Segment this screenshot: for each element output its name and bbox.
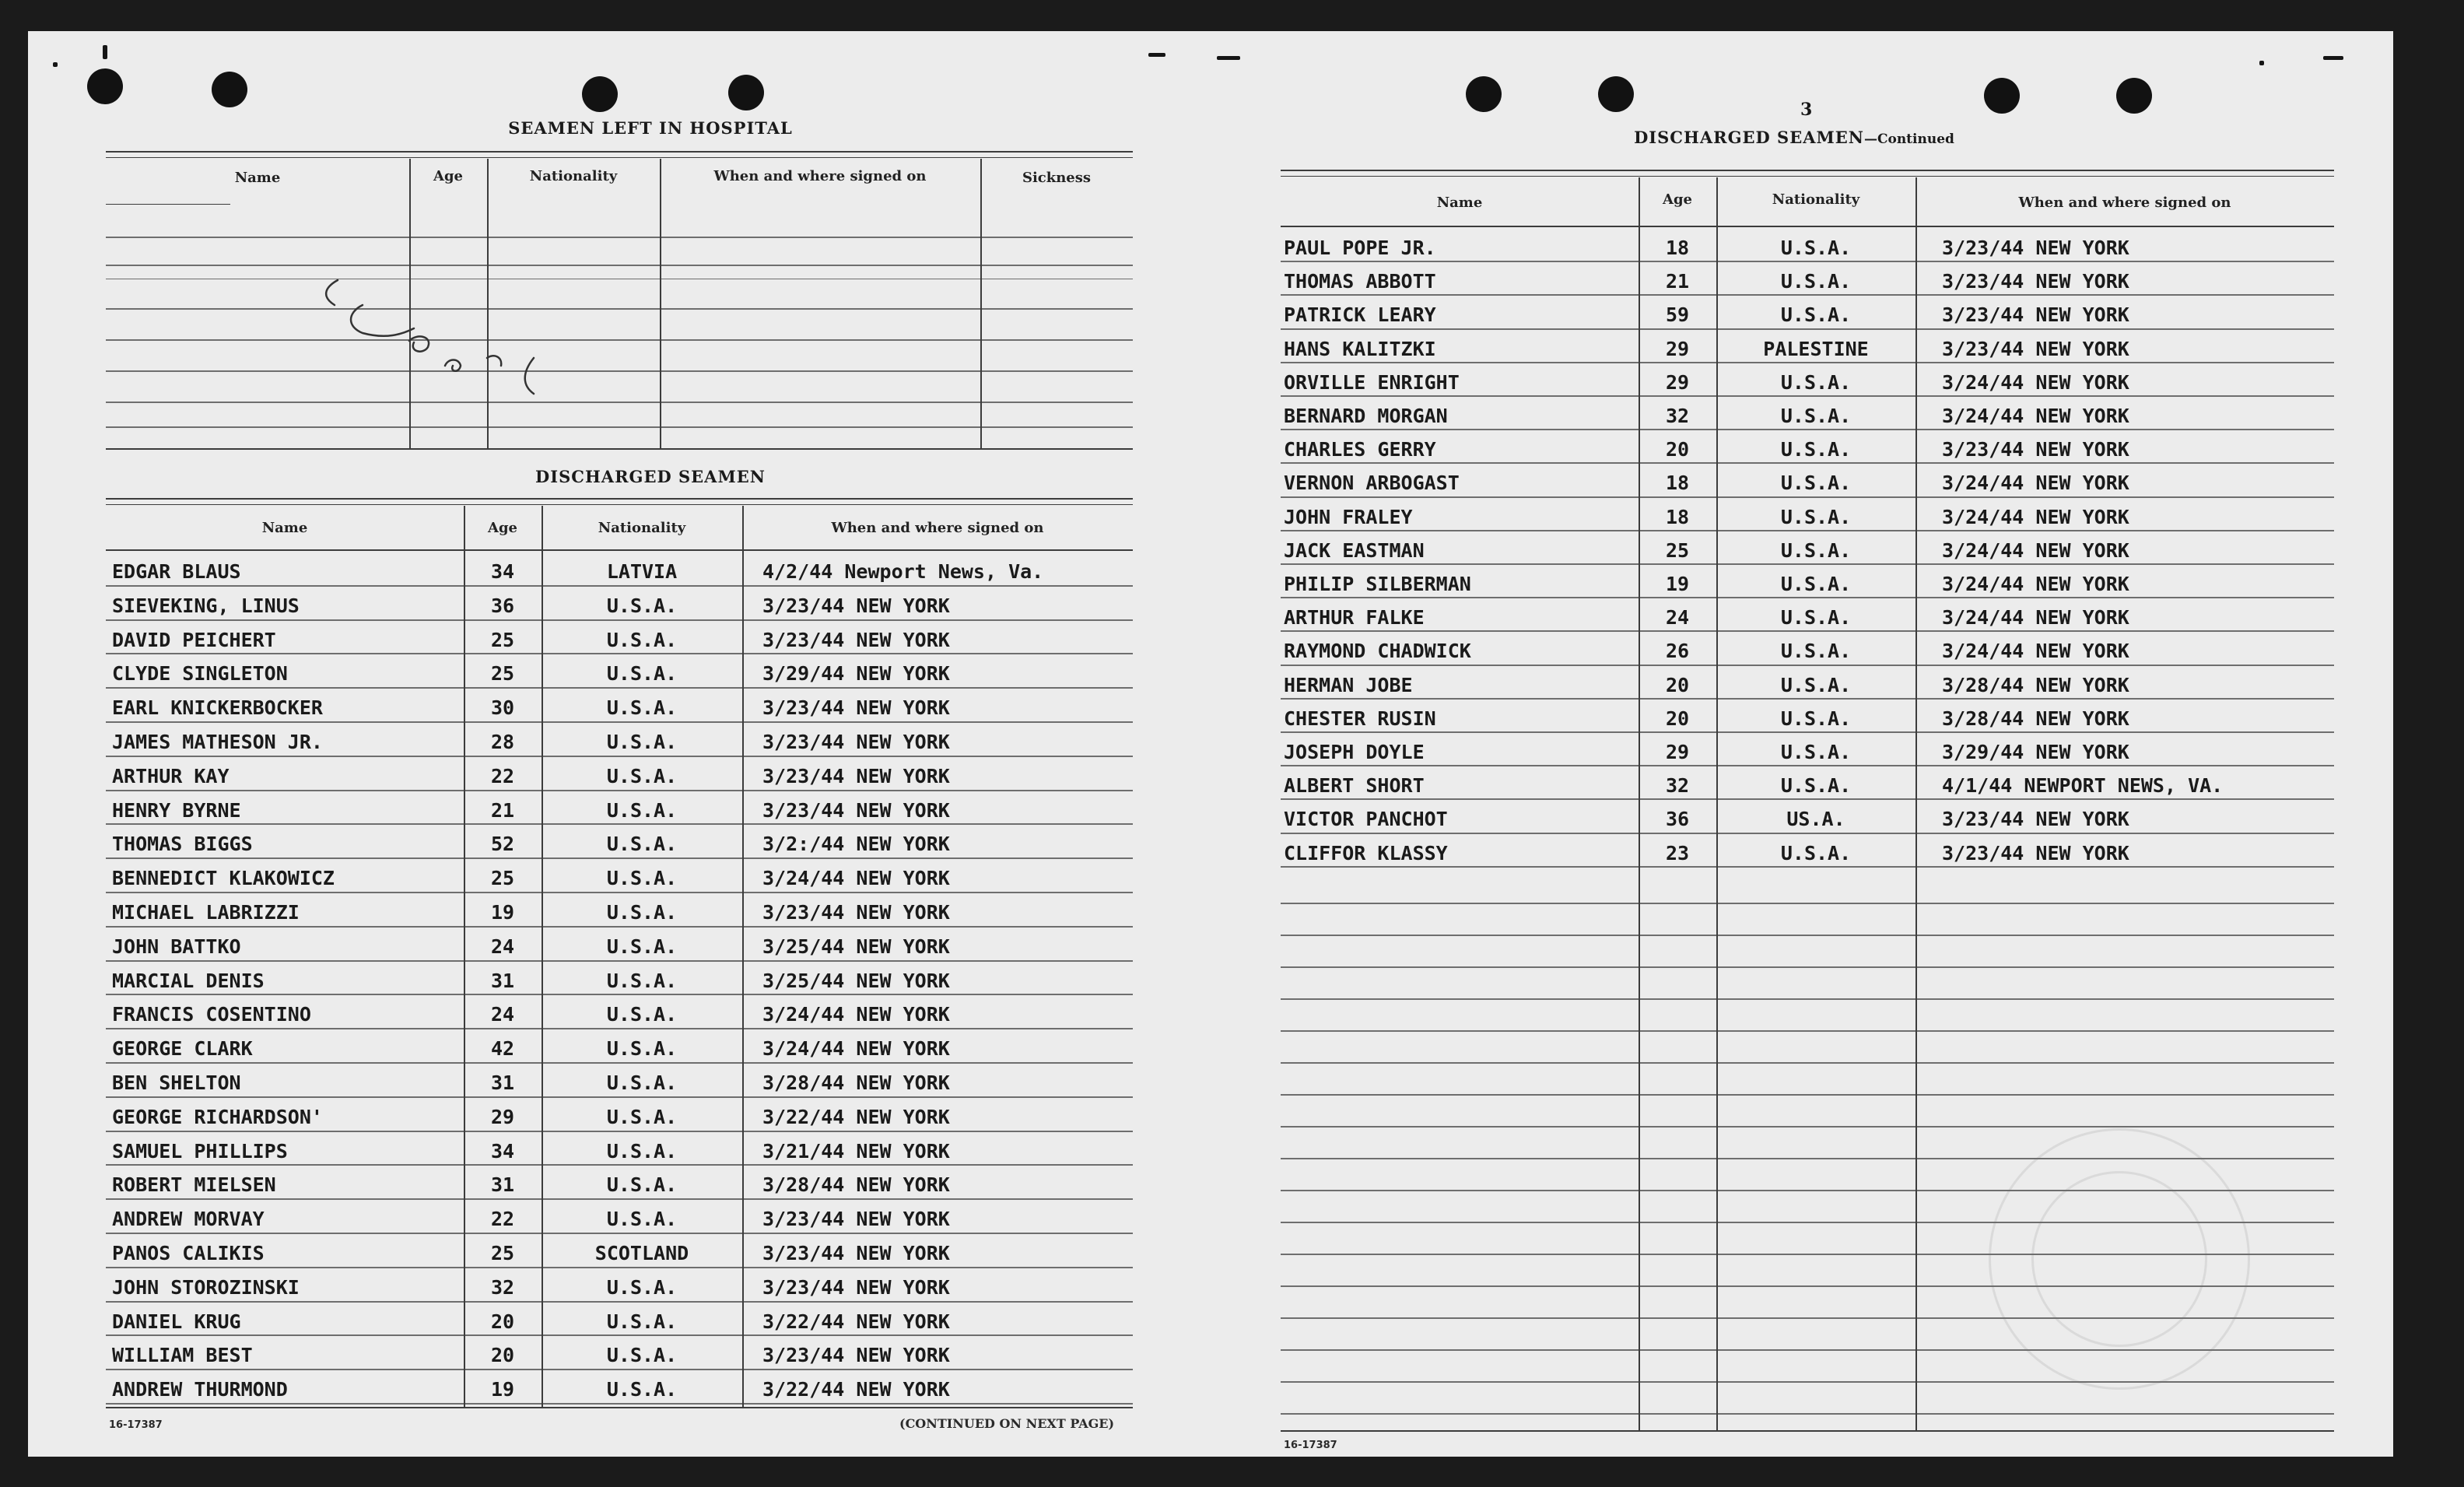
right-col-age: Age — [1662, 191, 1692, 208]
row-nationality: U.S.A. — [606, 1208, 678, 1231]
row-rule — [106, 1233, 1133, 1234]
row-signed-on: 3/24/44 NEW YORK — [762, 867, 950, 890]
row-rule — [1281, 731, 2334, 733]
row-nationality: U.S.A. — [606, 935, 678, 958]
row-name: ORVILLE ENRIGHT — [1284, 370, 1460, 394]
row-nationality: U.S.A. — [1780, 438, 1852, 461]
row-rule — [1281, 496, 2334, 498]
row-nationality: U.S.A. — [1780, 370, 1852, 394]
row-age: 24 — [490, 935, 515, 958]
row-rule — [106, 585, 1133, 587]
row-signed-on: 3/24/44 NEW YORK — [762, 1003, 950, 1026]
row-name: RAYMOND CHADWICK — [1284, 640, 1471, 663]
row-signed-on: 3/23/44 NEW YORK — [762, 1242, 950, 1264]
hospital-col-sickness: Sickness — [1022, 170, 1092, 186]
row-age: 52 — [490, 833, 515, 856]
discharged-col-name: Name — [261, 520, 308, 536]
row-nationality: U.S.A. — [606, 969, 678, 992]
continued-suffix: —Continued — [1863, 132, 1954, 147]
row-nationality: U.S.A. — [1780, 640, 1852, 663]
row-name: ARTHUR FALKE — [1284, 606, 1425, 630]
row-name: ALBERT SHORT — [1284, 774, 1425, 798]
row-rule — [106, 960, 1133, 962]
row-rule — [106, 994, 1133, 995]
right-col-signed: When and where signed on — [2018, 195, 2231, 211]
row-name: GEORGE CLARK — [112, 1037, 253, 1061]
row-age: 20 — [1665, 438, 1690, 461]
row-rule — [1281, 362, 2334, 363]
blank-rule — [1281, 1349, 2334, 1351]
row-age: 30 — [490, 696, 515, 720]
hospital-section-title: SEAMEN LEFT IN HOSPITAL — [508, 118, 793, 138]
row-name: THOMAS BIGGS — [112, 833, 253, 856]
row-age: 18 — [1665, 237, 1690, 259]
row-age: 29 — [1665, 741, 1690, 763]
row-nationality: U.S.A. — [606, 628, 678, 651]
row-rule — [106, 653, 1133, 654]
row-rule — [106, 1164, 1133, 1166]
row-nationality: U.S.A. — [1780, 270, 1852, 293]
row-signed-on: 3/24/44 NEW YORK — [1942, 505, 2129, 528]
row-age: 21 — [1665, 270, 1690, 293]
row-name: JOSEPH DOYLE — [1284, 741, 1425, 763]
row-name: BERNARD MORGAN — [1284, 405, 1448, 427]
row-rule — [1281, 798, 2334, 800]
form-number-right: 16-17387 — [1284, 1440, 1337, 1451]
blank-rule — [1281, 1158, 2334, 1159]
blank-rule — [1281, 1126, 2334, 1128]
row-name: SAMUEL PHILLIPS — [112, 1139, 288, 1163]
row-name: VICTOR PANCHOT — [1284, 808, 1448, 831]
row-nationality: U.S.A. — [606, 798, 678, 822]
row-age: 31 — [490, 969, 515, 992]
row-nationality: U.S.A. — [606, 833, 678, 856]
document-sheet — [28, 31, 2393, 1457]
row-signed-on: 3/23/44 NEW YORK — [762, 901, 950, 924]
row-rule — [106, 892, 1133, 893]
blank-rule — [1281, 966, 2334, 968]
row-age: 20 — [1665, 707, 1690, 730]
row-signed-on: 3/23/44 NEW YORK — [762, 798, 950, 822]
blank-rule — [1281, 1094, 2334, 1096]
row-signed-on: 3/22/44 NEW YORK — [762, 1310, 950, 1333]
row-name: GEORGE RICHARDSON' — [112, 1105, 323, 1128]
row-signed-on: 3/23/44 NEW YORK — [762, 1208, 950, 1231]
row-rule — [106, 926, 1133, 928]
row-name: DANIEL KRUG — [112, 1310, 241, 1333]
row-name: MARCIAL DENIS — [112, 969, 265, 992]
row-name: PAUL POPE JR. — [1284, 237, 1436, 259]
form-number: 16-17387 — [109, 1419, 163, 1431]
row-signed-on: 3/23/44 NEW YORK — [762, 731, 950, 753]
hospital-col-age: Age — [433, 168, 463, 184]
row-rule — [1281, 328, 2334, 330]
row-age: 20 — [490, 1344, 515, 1367]
row-signed-on: 4/2/44 Newport News, Va. — [762, 560, 1044, 583]
row-age: 22 — [490, 1208, 515, 1231]
row-rule — [106, 1267, 1133, 1268]
row-name: MICHAEL LABRIZZI — [112, 901, 300, 924]
row-name: JACK EASTMAN — [1284, 538, 1425, 562]
continued-note: (CONTINUED ON NEXT PAGE) — [899, 1416, 1115, 1431]
row-age: 24 — [1665, 606, 1690, 630]
row-age: 59 — [1665, 303, 1690, 327]
row-nationality: U.S.A. — [606, 764, 678, 787]
row-nationality: U.S.A. — [606, 1344, 678, 1367]
left-page — [28, 31, 1195, 1457]
row-nationality: U.S.A. — [606, 867, 678, 890]
row-rule — [1281, 563, 2334, 565]
row-name: CLIFFOR KLASSY — [1284, 841, 1448, 864]
row-rule — [1281, 530, 2334, 531]
row-nationality: U.S.A. — [606, 696, 678, 720]
row-nationality: SCOTLAND — [594, 1242, 689, 1264]
row-age: 25 — [490, 628, 515, 651]
row-name: ANDREW THURMOND — [112, 1378, 288, 1401]
row-name: ANDREW MORVAY — [112, 1208, 265, 1231]
row-age: 25 — [490, 1242, 515, 1264]
right-page — [1257, 31, 2393, 1457]
row-rule — [1281, 765, 2334, 766]
row-rule — [106, 756, 1133, 757]
row-nationality: U.S.A. — [606, 594, 678, 617]
row-nationality: US.A. — [1786, 808, 1845, 831]
row-signed-on: 3/28/44 NEW YORK — [1942, 707, 2129, 730]
row-age: 31 — [490, 1173, 515, 1197]
row-signed-on: 3/23/44 NEW YORK — [762, 1344, 950, 1367]
row-signed-on: 3/24/44 NEW YORK — [1942, 640, 2129, 663]
page-number: 3 — [1800, 100, 1813, 120]
row-signed-on: 3/29/44 NEW YORK — [762, 662, 950, 686]
row-signed-on: 3/23/44 NEW YORK — [1942, 237, 2129, 259]
row-name: PHILIP SILBERMAN — [1284, 573, 1471, 595]
row-nationality: PALESTINE — [1763, 337, 1869, 360]
row-name: FRANCIS COSENTINO — [112, 1003, 311, 1026]
row-signed-on: 3/24/44 NEW YORK — [1942, 538, 2129, 562]
right-col-nationality: Nationality — [1772, 191, 1860, 208]
row-nationality: U.S.A. — [1780, 774, 1852, 798]
row-nationality: U.S.A. — [1780, 841, 1852, 864]
row-age: 26 — [1665, 640, 1690, 663]
row-nationality: U.S.A. — [1780, 707, 1852, 730]
row-name: BENNEDICT KLAKOWICZ — [112, 867, 335, 890]
row-age: 21 — [490, 798, 515, 822]
row-age: 19 — [1665, 573, 1690, 595]
row-age: 32 — [490, 1275, 515, 1299]
row-name: HENRY BYRNE — [112, 798, 241, 822]
hospital-col-name: Name — [234, 170, 281, 186]
row-rule — [1281, 597, 2334, 598]
row-nationality: U.S.A. — [606, 1378, 678, 1401]
row-name: JAMES MATHESON JR. — [112, 731, 323, 753]
row-age: 20 — [1665, 673, 1690, 696]
row-nationality: U.S.A. — [606, 1310, 678, 1333]
row-rule — [1281, 833, 2334, 834]
row-signed-on: 3/23/44 NEW YORK — [1942, 337, 2129, 360]
row-rule — [1281, 665, 2334, 666]
row-rule — [106, 1028, 1133, 1029]
row-name: WILLIAM BEST — [112, 1344, 253, 1367]
row-name: HANS KALITZKI — [1284, 337, 1436, 360]
row-signed-on: 3/23/44 NEW YORK — [762, 764, 950, 787]
row-name: CHARLES GERRY — [1284, 438, 1436, 461]
blank-rule — [1281, 935, 2334, 936]
row-rule — [1281, 866, 2334, 868]
row-signed-on: 3/28/44 NEW YORK — [762, 1173, 950, 1197]
row-name: PANOS CALIKIS — [112, 1242, 265, 1264]
row-signed-on: 3/28/44 NEW YORK — [762, 1071, 950, 1094]
row-nationality: U.S.A. — [606, 1275, 678, 1299]
row-name: SIEVEKING, LINUS — [112, 594, 300, 617]
row-nationality: U.S.A. — [1780, 606, 1852, 630]
row-nationality: U.S.A. — [1780, 538, 1852, 562]
row-name: VERNON ARBOGAST — [1284, 472, 1460, 495]
row-signed-on: 3/23/44 NEW YORK — [1942, 808, 2129, 831]
row-signed-on: 3/24/44 NEW YORK — [1942, 405, 2129, 427]
row-age: 32 — [1665, 774, 1690, 798]
row-nationality: U.S.A. — [1780, 303, 1852, 327]
row-nationality: U.S.A. — [606, 1037, 678, 1061]
right-col-name: Name — [1436, 195, 1483, 211]
blank-rule — [1281, 1190, 2334, 1191]
row-signed-on: 3/24/44 NEW YORK — [1942, 370, 2129, 394]
discharged-col-nationality: Nationality — [598, 520, 686, 536]
row-nationality: U.S.A. — [606, 901, 678, 924]
ink-speck — [1217, 56, 1240, 60]
row-rule — [106, 721, 1133, 723]
row-rule — [106, 687, 1133, 689]
row-rule — [106, 1131, 1133, 1132]
row-name: EARL KNICKERBOCKER — [112, 696, 323, 720]
row-name: EDGAR BLAUS — [112, 560, 241, 583]
row-signed-on: 3/23/44 NEW YORK — [1942, 270, 2129, 293]
row-age: 20 — [490, 1310, 515, 1333]
row-nationality: U.S.A. — [606, 731, 678, 753]
row-signed-on: 3/2:/44 NEW YORK — [762, 833, 950, 856]
row-rule — [106, 857, 1133, 859]
discharged-col-age: Age — [487, 520, 517, 536]
row-rule — [1281, 462, 2334, 464]
blank-rule — [1281, 1222, 2334, 1223]
row-age: 25 — [1665, 538, 1690, 562]
blank-rule — [1281, 1381, 2334, 1383]
row-age: 29 — [1665, 370, 1690, 394]
row-nationality: U.S.A. — [606, 1173, 678, 1197]
row-signed-on: 3/23/44 NEW YORK — [1942, 438, 2129, 461]
row-age: 18 — [1665, 505, 1690, 528]
row-signed-on: 3/25/44 NEW YORK — [762, 969, 950, 992]
row-age: 34 — [490, 1139, 515, 1163]
row-name: HERMAN JOBE — [1284, 673, 1413, 696]
row-signed-on: 3/24/44 NEW YORK — [1942, 472, 2129, 495]
row-nationality: U.S.A. — [606, 662, 678, 686]
row-rule — [1281, 395, 2334, 397]
row-age: 36 — [490, 594, 515, 617]
handwritten-scribble — [300, 241, 596, 428]
row-name: JOHN FRALEY — [1284, 505, 1413, 528]
row-age: 24 — [490, 1003, 515, 1026]
row-rule — [106, 1369, 1133, 1370]
row-signed-on: 3/23/44 NEW YORK — [762, 1275, 950, 1299]
row-rule — [106, 619, 1133, 621]
row-signed-on: 3/23/44 NEW YORK — [1942, 841, 2129, 864]
discharged-col-signed: When and where signed on — [831, 520, 1044, 536]
row-name: JOHN STOROZINSKI — [112, 1275, 300, 1299]
row-age: 25 — [490, 662, 515, 686]
row-rule — [106, 1062, 1133, 1064]
row-age: 28 — [490, 731, 515, 753]
row-age: 18 — [1665, 472, 1690, 495]
row-name: JOHN BATTKO — [112, 935, 241, 958]
hospital-col-signed: When and where signed on — [713, 168, 927, 184]
row-nationality: U.S.A. — [1780, 505, 1852, 528]
row-nationality: U.S.A. — [606, 1139, 678, 1163]
blank-rule — [1281, 903, 2334, 904]
row-signed-on: 3/29/44 NEW YORK — [1942, 741, 2129, 763]
row-rule — [1281, 261, 2334, 262]
row-name: CLYDE SINGLETON — [112, 662, 288, 686]
blank-rule — [1281, 1254, 2334, 1255]
blank-rule — [1281, 1030, 2334, 1032]
row-nationality: U.S.A. — [1780, 472, 1852, 495]
row-name: ARTHUR KAY — [112, 764, 230, 787]
discharged-title-text: DISCHARGED SEAMEN — [1634, 128, 1864, 147]
row-rule — [106, 1334, 1133, 1336]
row-name: THOMAS ABBOTT — [1284, 270, 1436, 293]
row-age: 29 — [1665, 337, 1690, 360]
row-nationality: LATVIA — [606, 560, 678, 583]
row-rule — [1281, 630, 2334, 632]
row-nationality: U.S.A. — [606, 1105, 678, 1128]
row-signed-on: 3/24/44 NEW YORK — [1942, 606, 2129, 630]
blank-rule — [1281, 1062, 2334, 1064]
row-name: CHESTER RUSIN — [1284, 707, 1436, 730]
blank-rule — [1281, 1413, 2334, 1415]
row-nationality: U.S.A. — [1780, 573, 1852, 595]
row-age: 32 — [1665, 405, 1690, 427]
row-signed-on: 3/23/44 NEW YORK — [762, 628, 950, 651]
row-age: 36 — [1665, 808, 1690, 831]
row-age: 29 — [490, 1105, 515, 1128]
row-age: 23 — [1665, 841, 1690, 864]
row-signed-on: 3/24/44 NEW YORK — [762, 1037, 950, 1061]
row-rule — [106, 1096, 1133, 1098]
row-signed-on: 4/1/44 NEWPORT NEWS, VA. — [1942, 774, 2224, 798]
row-age: 42 — [490, 1037, 515, 1061]
row-signed-on: 3/23/44 NEW YORK — [762, 696, 950, 720]
blank-rule — [1281, 1317, 2334, 1319]
row-nationality: U.S.A. — [1780, 237, 1852, 259]
row-name: DAVID PEICHERT — [112, 628, 276, 651]
row-rule — [1281, 429, 2334, 430]
row-name: BEN SHELTON — [112, 1071, 241, 1094]
row-age: 34 — [490, 560, 515, 583]
row-signed-on: 3/23/44 NEW YORK — [762, 594, 950, 617]
hospital-col-nationality: Nationality — [529, 168, 618, 184]
row-age: 22 — [490, 764, 515, 787]
row-signed-on: 3/23/44 NEW YORK — [1942, 303, 2129, 327]
row-rule — [106, 1198, 1133, 1200]
discharged-section-title: DISCHARGED SEAMEN — [535, 467, 766, 486]
row-signed-on: 3/22/44 NEW YORK — [762, 1378, 950, 1401]
row-nationality: U.S.A. — [1780, 673, 1852, 696]
blank-rule — [1281, 1285, 2334, 1287]
row-signed-on: 3/24/44 NEW YORK — [1942, 573, 2129, 595]
row-signed-on: 3/22/44 NEW YORK — [762, 1105, 950, 1128]
row-name: PATRICK LEARY — [1284, 303, 1436, 327]
row-rule — [106, 1403, 1133, 1405]
row-name: ROBERT MIELSEN — [112, 1173, 276, 1197]
row-nationality: U.S.A. — [1780, 741, 1852, 763]
row-signed-on: 3/25/44 NEW YORK — [762, 935, 950, 958]
row-signed-on: 3/28/44 NEW YORK — [1942, 673, 2129, 696]
row-nationality: U.S.A. — [606, 1003, 678, 1026]
row-age: 19 — [490, 1378, 515, 1401]
row-nationality: U.S.A. — [606, 1071, 678, 1094]
row-rule — [1281, 698, 2334, 700]
row-nationality: U.S.A. — [1780, 405, 1852, 427]
row-rule — [1281, 294, 2334, 296]
row-age: 31 — [490, 1071, 515, 1094]
row-rule — [106, 1301, 1133, 1303]
discharged-continued-title — [1288, 128, 2300, 147]
row-age: 25 — [490, 867, 515, 890]
row-rule — [106, 790, 1133, 791]
blank-rule — [1281, 998, 2334, 1000]
row-rule — [106, 823, 1133, 825]
row-age: 19 — [490, 901, 515, 924]
row-signed-on: 3/21/44 NEW YORK — [762, 1139, 950, 1163]
